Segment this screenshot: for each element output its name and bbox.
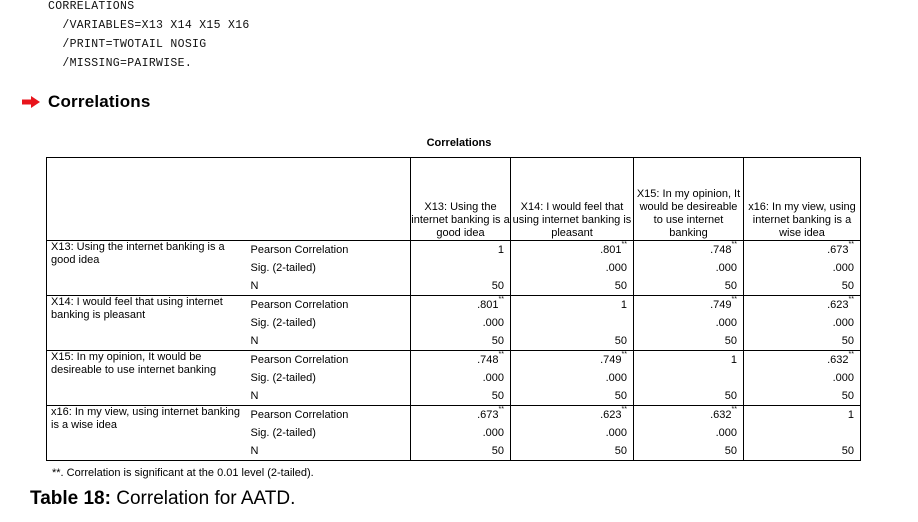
stat-label: N (247, 332, 411, 351)
syntax-line: /MISSING=PAIRWISE. (48, 57, 193, 70)
table-cell: .749** (634, 296, 744, 315)
table-row (47, 241, 861, 260)
stat-label: Sig. (2-tailed) (250, 372, 316, 384)
table-cell: 50 (634, 332, 744, 351)
table-cell: 1 (411, 241, 511, 260)
significance-mark: ** (731, 241, 737, 248)
syntax-line: /PRINT=TWOTAIL NOSIG (48, 38, 207, 51)
table-cell: .000 (634, 424, 744, 442)
table-cell: .801** (411, 296, 511, 315)
table-cell: .000 (511, 259, 634, 277)
stat-label: Sig. (2-tailed) (250, 427, 316, 439)
stat-label: Sig. (2-tailed) (250, 317, 316, 329)
table-cell: .632** (744, 351, 861, 370)
table-cell: .632** (634, 406, 744, 425)
table-cell: .673** (411, 406, 511, 425)
table-cell: .000 (634, 259, 744, 277)
column-header: X14: I would feel that using internet banking is pleasant (511, 158, 634, 241)
row-label: x16: In my view, using internet banking is a wise idea (47, 406, 247, 461)
stat-label: Sig. (2-tailed) (250, 262, 316, 274)
table-cell: 50 (411, 277, 511, 296)
table-cell: 50 (411, 332, 511, 351)
table-row (47, 406, 861, 425)
table-cell: 50 (744, 277, 861, 296)
table-cell: 50 (744, 442, 861, 461)
syntax-line: CORRELATIONS (48, 0, 135, 13)
table-cell: .000 (511, 369, 634, 387)
significance-mark: ** (621, 406, 627, 413)
significance-mark: ** (621, 351, 627, 358)
stat-label: Pearson Correlation (250, 354, 349, 366)
table-cell: 50 (744, 332, 861, 351)
table-row (47, 296, 861, 315)
table-cell: .000 (634, 314, 744, 332)
table-cell (744, 424, 861, 442)
table-footnote: **. Correlation is significant at the 0.01 level (2-tailed). (52, 467, 314, 479)
table-cell: 1 (511, 296, 634, 315)
table-cell: 50 (634, 442, 744, 461)
significance-mark: ** (731, 296, 737, 303)
red-arrow-icon (22, 96, 40, 108)
significance-mark: ** (498, 351, 504, 358)
stat-label: Pearson Correlation (250, 409, 349, 421)
table-cell: 1 (744, 406, 861, 425)
stat-label: N (247, 277, 411, 296)
stat-label: Pearson Correlation (250, 244, 349, 256)
table-cell: 50 (511, 332, 634, 351)
table-cell: 50 (744, 387, 861, 406)
column-header: X15: In my opinion, It would be desireable to use internet banking (634, 158, 744, 241)
syntax-line: /VARIABLES=X13 X14 X15 X16 (48, 19, 250, 32)
syntax-block (48, 0, 250, 73)
table-cell: 50 (511, 277, 634, 296)
significance-mark: ** (498, 406, 504, 413)
table-cell: .623** (744, 296, 861, 315)
table-cell: .673** (744, 241, 861, 260)
table-cell (411, 259, 511, 277)
table-cell: 50 (411, 442, 511, 461)
significance-mark: ** (498, 296, 504, 303)
table-caption: Table 18: Correlation for AATD. (30, 488, 296, 509)
table-cell: 50 (634, 277, 744, 296)
output-heading[interactable] (22, 92, 151, 112)
stat-label: N (247, 387, 411, 406)
significance-mark: ** (848, 351, 854, 358)
table-cell (511, 314, 634, 332)
table-cell: 50 (511, 442, 634, 461)
table-cell: .801** (511, 241, 634, 260)
correlations-table (46, 157, 861, 461)
table-cell: 1 (634, 351, 744, 370)
table-cell (634, 369, 744, 387)
table-cell: .000 (744, 314, 861, 332)
table-cell: 50 (411, 387, 511, 406)
significance-mark: ** (621, 241, 627, 248)
significance-mark: ** (848, 241, 854, 248)
row-label: X15: In my opinion, It would be desireable to use internet banking (47, 351, 247, 406)
stat-label: Pearson Correlation (250, 299, 349, 311)
significance-mark: ** (731, 406, 737, 413)
row-label: X13: Using the internet banking is a good idea (47, 241, 247, 296)
row-label: X14: I would feel that using internet banking is pleasant (47, 296, 247, 351)
table-title: Correlations (426, 137, 492, 149)
corner-cell (47, 158, 411, 241)
table-cell: .000 (411, 314, 511, 332)
table-cell: .000 (744, 259, 861, 277)
table-cell: .000 (511, 424, 634, 442)
table-row (47, 351, 861, 370)
table-cell: .000 (744, 369, 861, 387)
table-cell: .000 (411, 424, 511, 442)
table-cell: .000 (411, 369, 511, 387)
table-cell: .623** (511, 406, 634, 425)
significance-mark: ** (848, 296, 854, 303)
stat-label: N (247, 442, 411, 461)
table-cell: 50 (634, 387, 744, 406)
column-header: X13: Using the internet banking is a good idea (411, 158, 511, 241)
table-cell: .749** (511, 351, 634, 370)
table-cell: .748** (411, 351, 511, 370)
table-cell: 50 (511, 387, 634, 406)
heading-title: Correlations (48, 92, 151, 111)
table-cell: .748** (634, 241, 744, 260)
column-header: x16: In my view, using internet banking is a wise idea (744, 158, 861, 241)
